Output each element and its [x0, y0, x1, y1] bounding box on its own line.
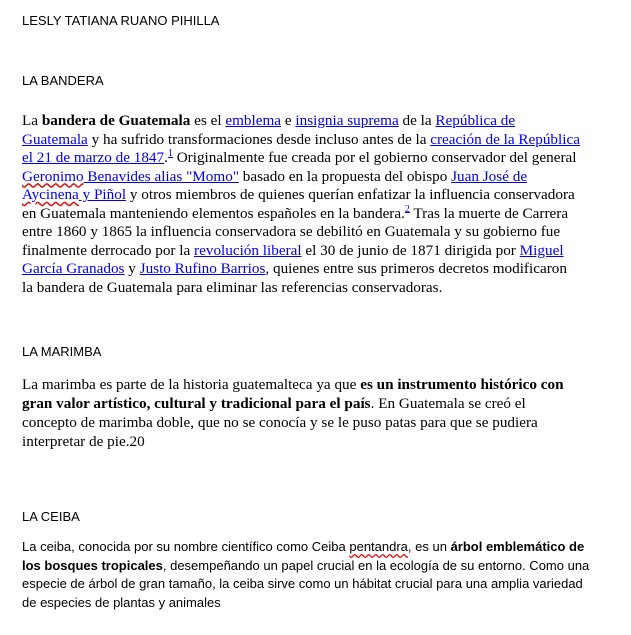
text-line: García Granados y Justo Rufino Barrios, quienes entre sus primeros decretos modificaron [22, 260, 567, 277]
link-miguel-garcia-granados[interactable]: García Granados [22, 260, 125, 277]
link-miguel-garcia-granados[interactable]: Miguel [519, 241, 564, 259]
text-line: los bosques tropicales, desempeñando un papel crucial en la ecología de su entorno. Como una [22, 557, 590, 573]
bold-phrase: árbol emblemático de [450, 539, 585, 554]
link-benavides-momo[interactable]: Benavides alias "Momo" [87, 167, 239, 185]
text-line: Geronimo Benavides alias "Momo" basado en la propuesta del obispo Juan José de [22, 167, 528, 185]
text-line: Guatemala y ha sufrido transformaciones desde incluso antes de la creación de la República [22, 130, 580, 148]
text-line: La ceiba, conocida por su nombre científico como Ceiba pentandra, es un árbol emblemático de [22, 539, 585, 554]
text-line: interpretar de pie.20 [22, 433, 145, 450]
heading-la-ceiba: LA CEIBA [22, 509, 80, 524]
link-creacion-republica[interactable]: creación de la República [430, 130, 580, 148]
link-geronimo[interactable]: Geronimo [22, 167, 84, 185]
footnote-link-2[interactable]: 2 [404, 203, 410, 215]
text-line: La bandera de Guatemala es el emblema e insignia suprema de la República de [22, 112, 516, 129]
text-line: finalmente derrocado por la revolución liberal el 30 de junio de 1871 dirigida por Miguel [22, 241, 564, 259]
heading-la-marimba: LA MARIMBA [22, 344, 102, 359]
text-line: entre 1860 y 1865 la influencia conservadora se debilitó en Guatemala y su gobierno fue [22, 223, 561, 240]
paragraph-marimba [22, 375, 617, 451]
text-line: en Guatemala manteniendo elementos españoles en la bandera.$^2$ Tras la muerte de Carrera [22, 203, 569, 222]
text-line: de especies de plantas y animales [22, 594, 221, 610]
text-line: la bandera de Guatemala para eliminar las referencias conservadoras. [22, 278, 443, 296]
link-emblema[interactable]: emblema [225, 112, 282, 129]
text-line: concepto de marimba doble, que no se conocía y se le puso patas para que se pudiera [22, 414, 538, 431]
heading-la-bandera: LA BANDERA [22, 73, 104, 88]
text-line: Aycinena y Piñol y otros miembros de quienes querían enfatizar la influencia conservadora [22, 186, 575, 203]
link-revolucion-liberal[interactable]: revolución liberal [194, 241, 302, 259]
link-juan-jose-de-aycinena[interactable]: Juan José de [451, 167, 528, 185]
link-insignia-suprema[interactable]: insignia suprema [295, 112, 399, 129]
bold-phrase: gran valor artístico, cultural y tradicional para el país [22, 395, 371, 412]
link-aycinena[interactable]: Aycinena [22, 186, 79, 203]
bold-term: bandera de Guatemala [41, 112, 191, 129]
link-pinol[interactable]: Piñol [93, 186, 127, 203]
link-justo-rufino-barrios[interactable]: Justo Rufino Barrios [139, 260, 266, 277]
text-line: La marimba es parte de la historia guatemalteca ya que es un instrumento histórico con [22, 376, 564, 393]
link-republica-de-guatemala[interactable]: Guatemala [22, 130, 88, 148]
paragraph-bandera [22, 112, 617, 297]
text-line: el 21 de marzo de 1847.$^1$ Originalmente fue creada por el gobierno conservador del general [22, 147, 577, 166]
text-line: gran valor artístico, cultural y tradicional para el país. En Guatemala se creó el [22, 395, 526, 412]
text-line: especie de árbol de gran tamaño, la ceiba sirve como un hábitat crucial para una amplia variedad [22, 576, 583, 591]
bold-phrase: es un instrumento histórico con [360, 376, 564, 393]
bold-phrase: los bosques tropicales [22, 557, 163, 573]
link-creacion-republica[interactable]: el 21 de marzo de 1847 [22, 149, 165, 166]
link-republica-de-guatemala[interactable]: República de [435, 112, 516, 129]
spellcheck-word-pentandra: pentandra [349, 539, 408, 554]
footnote-link-1[interactable]: 1 [167, 147, 173, 159]
author-name: LESLY TATIANA RUANO PIHILLA [22, 13, 220, 28]
paragraph-ceiba [22, 538, 617, 612]
